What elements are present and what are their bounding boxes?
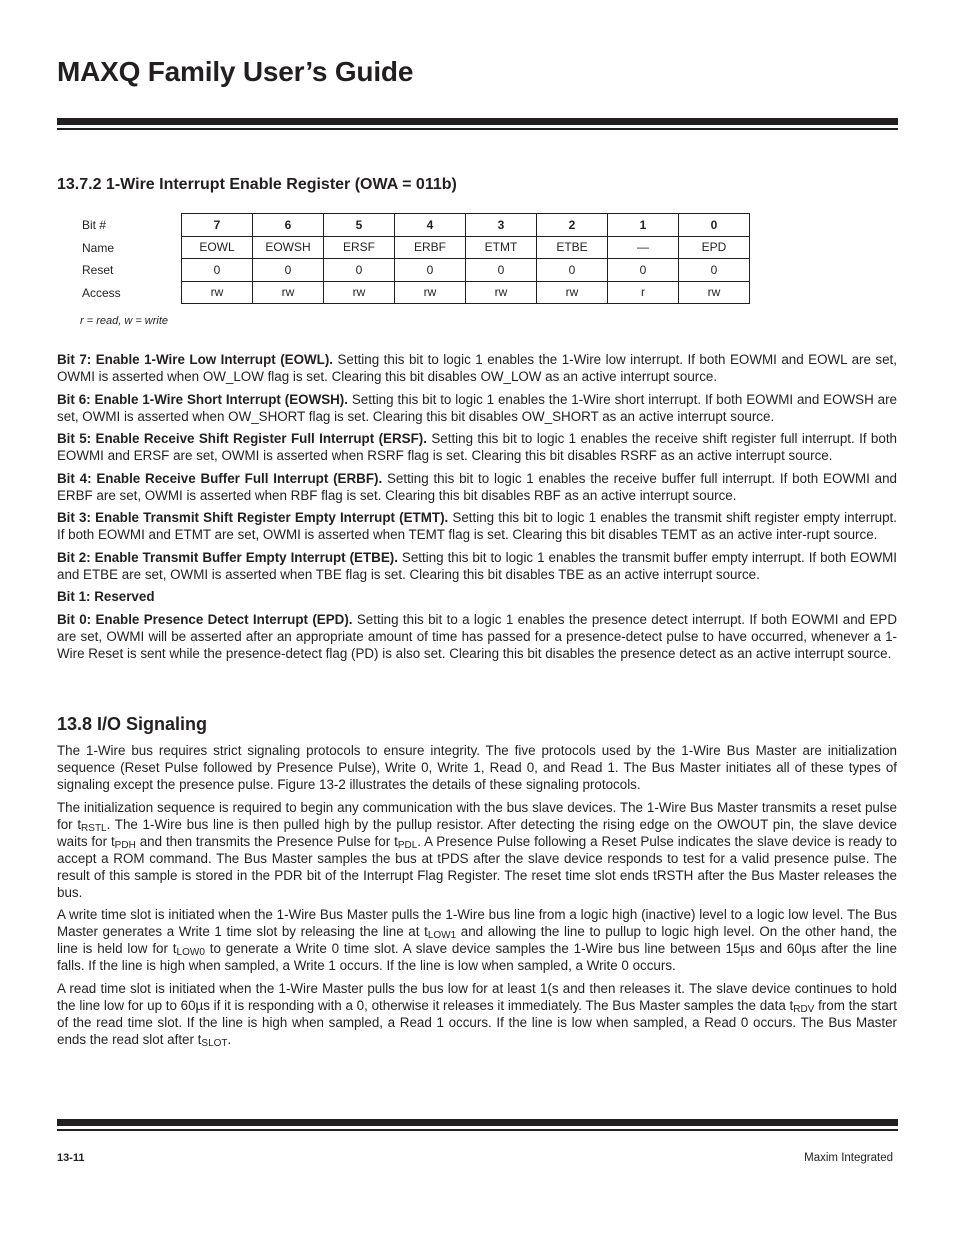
paragraph: The 1-Wire bus requires strict signaling protocols to ensure integrity. The five protocols used by the 1-Wire Bus Master are initialization sequence (Reset Pulse followed by Presence Pulse), Write 0, Write 1, Read 0, and Read 1. The Bus Master initiates all of these types of signaling except the presence pulse. Figure 13-2 illustrates the details of these signaling protocols. (57, 743, 897, 792)
name-cell: EOWL (182, 236, 253, 259)
bit-cell: 2 (537, 214, 608, 237)
text-run: and allowing the line to pullup to logic high level. On the other hand, the line is held low for t (57, 924, 897, 956)
bit-text: Setting this bit to logic 1 enables the 1-Wire low interrupt. If both EOWMI and EOWL are set, OWMI is asserted when OW_LOW flag is set. Clearing this bit disables OW_LOW as an active interrupt source. (57, 352, 897, 384)
bit-title: Bit 5: Enable Receive Shift Register Full Interrupt (ERSF). (57, 431, 427, 446)
bit-cell: 4 (395, 214, 466, 237)
paragraph (57, 906, 897, 974)
reset-cell: 0 (395, 259, 466, 282)
name-cell: ETBE (537, 236, 608, 259)
reset-cell: 0 (253, 259, 324, 282)
subscript: PDL (397, 839, 418, 851)
bit-title: Bit 1: Reserved (57, 589, 155, 604)
access-cell: rw (395, 281, 466, 304)
bit-cell: 0 (679, 214, 750, 237)
bit-title: Bit 2: Enable Transmit Buffer Empty Interrupt (ETBE). (57, 549, 398, 565)
reset-cell: 0 (537, 259, 608, 282)
bit-description (57, 391, 897, 425)
register-row-reset (182, 259, 750, 282)
paragraph (57, 980, 897, 1048)
text-run: A read time slot is initiated when the 1-Wire Master pulls the bus low for at least 1(s and then releases it. The slave device continues to hold the line low for up to 60µs if it is responding with a 0, otherwise it releases it immediately. The Bus Master samples the data t (57, 980, 897, 1013)
name-cell: EPD (679, 236, 750, 259)
bit-cell: 5 (324, 214, 395, 237)
document-title: MAXQ Family User’s Guide (57, 56, 414, 87)
header-rule-thick (57, 118, 898, 125)
row-label-reset: Reset (82, 263, 114, 277)
text-run: and then transmits the Presence Pulse for t (135, 833, 398, 849)
name-cell: EOWSH (253, 236, 324, 259)
register-row-names (182, 236, 750, 259)
access-legend: r = read, w = write (80, 315, 169, 327)
access-cell: r (608, 281, 679, 304)
text-run: from the start of the read time slot. If the line is high when sampled, a Read 1 occurs. If the line is low when sampled, a Read 0 occurs. The Bus Master ends the read slot after t (57, 997, 897, 1047)
reset-cell: 0 (466, 259, 537, 282)
row-label-name: Name (82, 240, 115, 255)
register-table (181, 213, 750, 304)
bit-text: Setting this bit to logic 1 enables the transmit buffer empty interrupt. If both EOWMI and ETBE are set, OWMI is asserted when TBE flag is set. Clearing this bit disables TBE as an active interrupt source. (57, 549, 897, 582)
bit-description (57, 549, 897, 583)
access-cell: rw (324, 281, 395, 304)
text-run: . The 1-Wire bus line is then pulled high by the pullup resistor. After detecting the rising edge on the OWOUT pin, the slave device waits for t (57, 816, 897, 849)
subscript: PDH (114, 839, 136, 851)
subscript: SLOT (201, 1037, 228, 1049)
reset-cell: 0 (182, 259, 253, 282)
reset-cell: 0 (679, 259, 750, 282)
text-run: . A Presence Pulse following a Reset Pulse indicates the slave device is ready to accept a ROM command. The Bus Master samples the bus at tPDS after the slave device responds to test for a valid presence pulse. The result of this sample is stored in the PDR bit of the Interrupt Flag Register. The reset time slot ends tRSTH after the Bus Master releases the bus. (57, 833, 898, 900)
access-cell: rw (679, 281, 750, 304)
bit-text: Setting this bit to logic 1 enables the transmit shift register empty interrupt. If both EOWMI and ETMT are set, OWMI is asserted when TEMT flag is set. Clearing this bit disables TEMT as an active inter-rupt source. (57, 510, 897, 542)
subscript: LOW1 (427, 930, 457, 941)
bit-description (57, 611, 897, 662)
bit-description (57, 509, 897, 543)
bit-text: Setting this bit to logic 1 enables the receive buffer full interrupt. If both EOWMI and ERBF are set, OWMI is asserted when RBF flag is set. Clearing this bit disables RBF as an active interrupt source. (57, 470, 897, 503)
bit-description (57, 351, 897, 385)
bit-description (57, 588, 897, 605)
page-number: 13-11 (57, 1152, 85, 1164)
bit-description (57, 430, 897, 464)
name-cell: ETMT (466, 236, 537, 259)
register-row-access (182, 281, 750, 304)
bit-text: Setting this bit to logic 1 enables the 1-Wire short interrupt. If both EOWMI and EOWSH are set, OWMI is asserted when OW_SHORT flag is set. Clearing this bit disables OW_SHORT as an active interrupt source. (57, 391, 898, 424)
bit-title: Bit 3: Enable Transmit Shift Register Empty Interrupt (ETMT). (57, 510, 449, 525)
reset-cell: 0 (608, 259, 679, 282)
subscript: RSTL (81, 822, 107, 834)
bit-descriptions (57, 351, 897, 667)
register-row-bits (182, 214, 750, 237)
row-label-access: Access (82, 285, 121, 300)
bit-cell: 1 (608, 214, 679, 237)
name-cell: — (608, 236, 679, 259)
subscript: LOW0 (176, 947, 205, 958)
register-row-labels (82, 214, 177, 304)
footer-rule-thin (57, 1129, 898, 1131)
bit-title: Bit 7: Enable 1-Wire Low Interrupt (EOWL). (57, 352, 333, 367)
text-run: A write time slot is initiated when the 1-Wire Bus Master pulls the 1-Wire bus line from a logic high (inactive) level to a logic low level. The Bus Master generates a Write 1 time slot by releasing the line at t (57, 907, 897, 939)
reset-cell: 0 (324, 259, 395, 282)
name-cell: ERSF (324, 236, 395, 259)
text-run: . (227, 1031, 232, 1047)
bit-cell: 6 (253, 214, 324, 237)
access-cell: rw (537, 281, 608, 304)
subscript: RDV (793, 1003, 815, 1015)
bit-cell: 3 (466, 214, 537, 237)
bit-title: Bit 4: Enable Receive Buffer Full Interrupt (ERBF). (57, 470, 383, 486)
bit-text: Setting this bit to a logic 1 enables the presence detect interrupt. If both EOWMI and EPD are set, OWMI will be asserted after an appropriate amount of time has passed for a presence-detect pulse to have occurred, whenever a 1-Wire Reset is sent while the presence-detect flag (PD) is also set. Clearing this bit disables the presence detect as an active interrupt source. (57, 611, 897, 661)
text-run: The initialization sequence is required to begin any communication with the bus slave devices. The 1-Wire Bus Master transmits a reset pulse for t (57, 799, 897, 832)
header-rule-thin (57, 128, 898, 130)
bit-text: Setting this bit to logic 1 enables the receive shift register full interrupt. If both EOWMI and ERSF are set, OWMI is asserted when RSRF flag is set. Clearing this bit disables RSRF as an active interrupt source. (57, 431, 897, 463)
access-cell: rw (466, 281, 537, 304)
paragraph (57, 799, 897, 901)
row-label-bit: Bit # (82, 218, 107, 232)
section-heading-138: 13.8 I/O Signaling (57, 714, 208, 734)
footer-brand: Maxim Integrated (804, 1152, 893, 1164)
name-cell: ERBF (395, 236, 466, 259)
access-cell: rw (182, 281, 253, 304)
bit-cell: 7 (182, 214, 253, 237)
footer-rule-thick (57, 1119, 898, 1126)
bit-title: Bit 0: Enable Presence Detect Interrupt (EPD). (57, 611, 353, 627)
bit-title: Bit 6: Enable 1-Wire Short Interrupt (EOWSH). (57, 391, 348, 407)
bit-description (57, 470, 897, 504)
section-heading-1372: 13.7.2 1-Wire Interrupt Enable Register (OWA = 011b) (57, 176, 457, 193)
text-run: to generate a Write 0 time slot. A slave device samples the 1-Wire bus line between 15µs and 60µs after the line falls. If the line is high when sampled, a Write 1 occurs. If the line is low when sampled, a Write 0 occurs. (57, 941, 898, 973)
access-cell: rw (253, 281, 324, 304)
io-signaling-text (57, 742, 897, 1053)
